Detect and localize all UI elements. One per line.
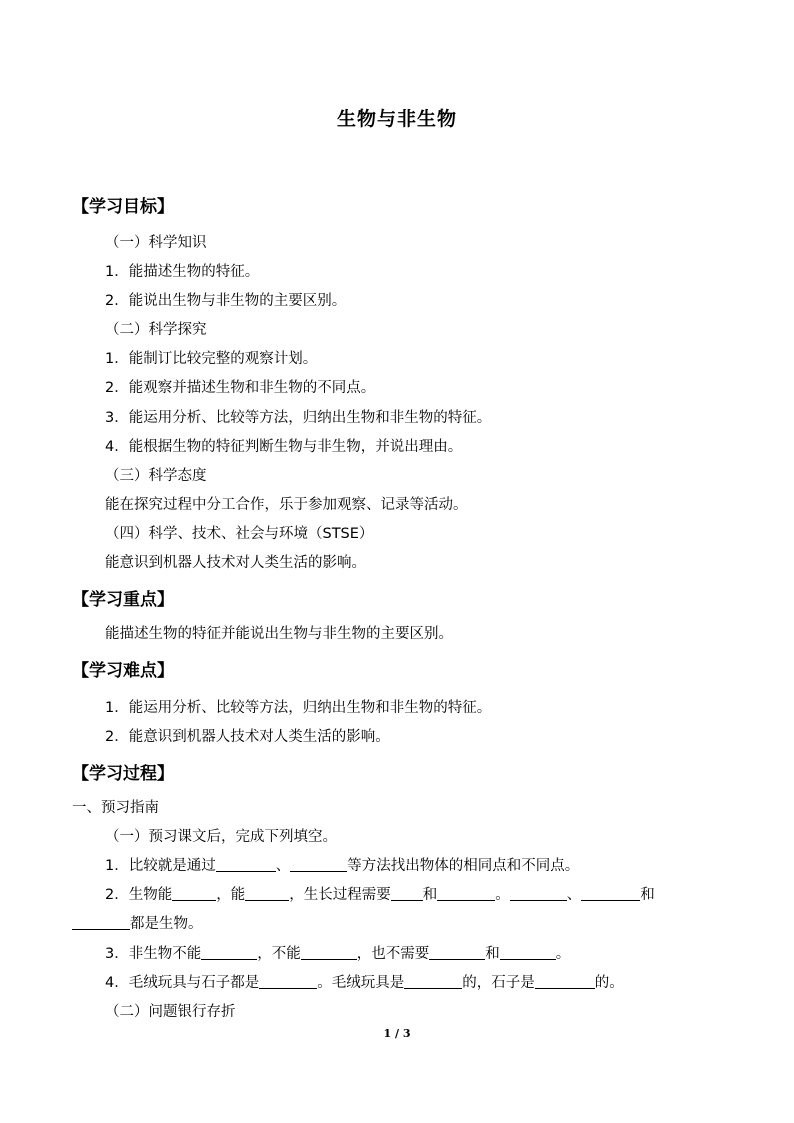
fill-blank[interactable] [201, 944, 257, 960]
goals-subheading-knowledge: （一）科学知识 [105, 235, 207, 251]
fill-blank[interactable] [259, 973, 317, 989]
question-text: 的。 [594, 975, 624, 991]
question-text: 3．非生物不能 [105, 946, 202, 962]
question-text: 。 [555, 946, 571, 962]
question-text: 。毛绒玩具是 [317, 975, 405, 991]
question-text: 都是生物。 [130, 916, 203, 932]
goals-subheading-stse: （四）科学、技术、社会与环境（STSE） [105, 526, 374, 542]
question-text: 和 [485, 946, 500, 962]
question-text: 和 [640, 887, 655, 903]
question-text: 4．毛绒玩具与石子都是 [105, 975, 260, 991]
fill-blank[interactable] [500, 944, 556, 960]
fill-question-2-cont [72, 914, 203, 934]
fill-blank[interactable] [172, 885, 216, 901]
fill-blank[interactable] [510, 885, 567, 901]
difficult-item: 2．能意识到机器人技术对人类生活的影响。 [105, 729, 390, 745]
goal-text: 能意识到机器人技术对人类生活的影响。 [105, 555, 366, 571]
question-text: ，能 [216, 887, 246, 903]
process-part-heading: 一、预习指南 [72, 800, 159, 816]
fill-question-3 [105, 944, 570, 964]
question-text: ，不能 [257, 946, 301, 962]
goal-item: 4．能根据生物的特征判断生物与非生物，并说出理由。 [105, 439, 463, 455]
fill-blank[interactable] [301, 944, 357, 960]
question-text: 2．生物能 [105, 887, 173, 903]
fill-blank[interactable] [290, 856, 347, 872]
goal-item: 1．能制订比较完整的观察计划。 [105, 351, 318, 367]
question-text: ，也不需要 [356, 946, 430, 962]
fill-blank[interactable] [404, 973, 462, 989]
heading-learning-process: 【学习过程】 [72, 764, 174, 784]
question-text: ，生长过程需要 [289, 887, 391, 903]
heading-learning-goals: 【学习目标】 [72, 197, 174, 217]
document-title: 生物与非生物 [336, 108, 457, 130]
goal-item: 1．能描述生物的特征。 [105, 264, 260, 280]
heading-key-points: 【学习重点】 [72, 590, 174, 610]
fill-blank[interactable] [216, 856, 276, 872]
question-text: 等方法找出物体的相同点和不同点。 [347, 858, 580, 874]
question-text: 和 [422, 887, 438, 903]
fill-blank[interactable] [429, 944, 485, 960]
goal-item: 2．能观察并描述生物和非生物的不同点。 [105, 380, 376, 396]
fill-blank[interactable] [245, 885, 289, 901]
question-text: 的，石子是 [462, 975, 535, 991]
goals-subheading-attitude: （三）科学态度 [105, 468, 207, 484]
key-point-text: 能描述生物的特征并能说出生物与非生物的主要区别。 [105, 626, 453, 642]
goal-text: 能在探究过程中分工合作，乐于参加观察、记录等活动。 [105, 497, 468, 513]
difficult-item: 1．能运用分析、比较等方法，归纳出生物和非生物的特征。 [105, 700, 492, 716]
fill-question-4 [105, 973, 624, 993]
fill-blank[interactable] [581, 885, 640, 901]
fill-blank[interactable] [72, 914, 130, 930]
question-text: 、 [566, 887, 582, 903]
question-text: 1．比较就是通过 [105, 858, 216, 874]
fill-blank[interactable] [391, 885, 423, 901]
fill-question-1 [105, 856, 579, 876]
goals-subheading-inquiry: （二）科学探究 [105, 322, 207, 338]
heading-difficult-points: 【学习难点】 [72, 661, 174, 681]
question-text: 、 [275, 858, 291, 874]
process-subheading: （二）问题银行存折 [105, 1004, 236, 1020]
process-subheading: （一）预习课文后，完成下列填空。 [105, 829, 337, 845]
question-text: 。 [495, 887, 510, 903]
goal-item: 2．能说出生物与非生物的主要区别。 [105, 293, 347, 309]
fill-question-2 [105, 885, 655, 905]
fill-blank[interactable] [535, 973, 595, 989]
goal-item: 3．能运用分析、比较等方法，归纳出生物和非生物的特征。 [105, 410, 492, 426]
fill-blank[interactable] [437, 885, 495, 901]
page-number: 1 / 3 [383, 1027, 411, 1040]
